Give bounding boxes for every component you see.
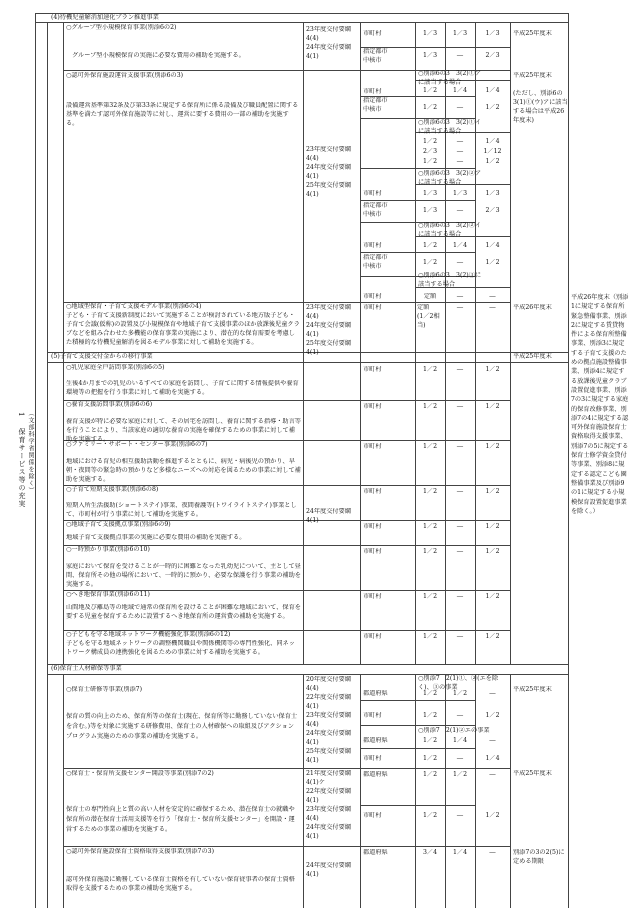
rate-cell: 1／2 [485, 104, 500, 111]
rate-cell: 1／2 [485, 523, 500, 530]
item-period: 平成25年度末 [513, 770, 552, 777]
item-title: ○グループ型小規模保育事業(別添6の2) [66, 24, 177, 31]
rate-cell: 1／2 [422, 158, 438, 165]
rate-cell: 1／12 [483, 148, 502, 155]
rate-cell: 1／4 [485, 755, 500, 762]
item-period: 平成25年度末 [513, 353, 552, 360]
entity: 市町村 [363, 755, 382, 762]
rate-cell: 1／2 [422, 443, 438, 450]
rule [415, 674, 416, 908]
rate-cell: ― [456, 403, 464, 410]
rate-cell: ― [456, 304, 464, 311]
entity: 指定都市 中核市 [363, 48, 388, 64]
item-description: 養育支援が特に必要な家庭に対して、その居宅を訪問し、養育に関する指導・助言等を行うことにより、当該家庭の適切な養育の実施を確保するための事業に対して補助を実施する。 [66, 418, 301, 443]
rate-cell: 1／2 [485, 548, 500, 555]
rate-cell: ― [456, 207, 464, 214]
item-description: 子ども・子育て支援新制度において実施することが検討されている地方版子ども・子育て会議(仮称)の設置及び小規模保育や地域子育て支援事業のほか放課後児童クラブなどを組み合わせた多機能の保育事業の実施により、潜在的な保育需要を考慮した積極的な待機児童解消を図るモデル事業に対して補助を実施する。 [66, 312, 300, 346]
rate-cell: 1／2 [422, 523, 438, 530]
item-basis: 24年度交付要綱4(1) [306, 508, 351, 524]
rate-cell: 1／2 [422, 812, 438, 819]
rate-cell: ― [456, 148, 464, 155]
rate-cell: 1／2 [422, 690, 438, 697]
rate-cell: 1／2 [422, 87, 438, 94]
rate-cell: 1／4 [485, 87, 500, 94]
item-title: ○へき地保育事業(別添6の11) [66, 591, 150, 598]
item-description: 認可外保育施設に勤務している保育士資格を有していない保育従事者の保育士資格取得を支援するための事業の補助を実施する。 [66, 876, 295, 892]
entity: 市町村 [363, 633, 382, 640]
item-title: ○ファミリー・サポート・センター事業(別添6の7) [66, 441, 208, 448]
rate-cell: 1／2 [422, 548, 438, 555]
rule [360, 252, 475, 253]
rule [63, 362, 64, 664]
rate-cell: 1／2 [485, 712, 500, 719]
entity: 都道府県 [363, 771, 388, 778]
entity: 市町村 [363, 712, 382, 719]
rate-cell: 1／2 [422, 366, 438, 373]
rate-cell: 1／2 [422, 712, 438, 719]
category-note: （文部科学省関係を除く） [27, 410, 34, 494]
item-basis: 24年度交付要綱4(1) [306, 862, 351, 878]
item-description: 地域における育児の相互援助活動を推進するとともに、病児・病後児の預かり、早朝・夜間等の緊急時の預かりなど多様なニーズへの対応を図るための事業に対して補助を実施する。 [66, 458, 301, 483]
rate-cell: ― [489, 737, 496, 744]
period-note: 平成26年度末（別添1に規定する保育所緊急整備事業、別添2に規定する賃貸物件による保育所整備事業、別添3に規定する子育て支援のための拠点施設整備事業、別添4に規定する放課後児童クラブ設置促進事業、別添7の3に規定する家庭的保育改修事業、別添7の4に規定する認可外保育施設保育士資格取得支援事業、別添7の5に規定する保育士修学資金貸付等事業、別添8に規定する認定こども園整備事業及び別添9の1に規定する小規模保育設置促進事業を除く。） [571, 294, 629, 515]
entity: 市町村 [363, 523, 382, 530]
section-title: (5)子育て支援交付金からの移行事業 [51, 353, 153, 360]
entity: 都道府県 [363, 690, 388, 697]
rate-cell: ― [489, 849, 496, 856]
rate-cell: ― [456, 259, 464, 266]
rate-cell: ― [456, 712, 464, 719]
item-description: 短期入所生活援助(ショートステイ)事業、夜間養護等(トワイライトステイ)事業として、市町村が行う事業に対して補助を実施する。 [66, 502, 297, 518]
rule [63, 846, 510, 847]
item-title: ○子育て短期支援事業(別添6の8) [66, 486, 159, 493]
rate-cell: 1／2 [485, 593, 500, 600]
item-title: ○認可外保育施設保育士資格取得支援事業(別添7の3) [66, 848, 215, 855]
rate-cell: 1／3 [422, 190, 438, 197]
rate-cell: 1／3 [485, 30, 500, 37]
item-period: 平成26年度末 [513, 304, 552, 311]
rule [360, 22, 361, 362]
item-period: 平成25年度末 [513, 686, 552, 693]
rate-cell: 1／2 [422, 242, 438, 249]
rule [360, 168, 475, 169]
rate-cell: ― [456, 293, 464, 300]
rate-cell: 1／2 [422, 755, 438, 762]
rate-cell: ― [456, 593, 464, 600]
item-title: ○地域子育て支援拠点事業(別添6の9) [66, 521, 171, 528]
section-title: (4)待機児童解消加速化プラン推進事業 [51, 14, 159, 21]
entity: 指定都市 中核市 [363, 97, 388, 113]
case-label: ○別添6の3 3(2)②ア に該当する場合 [418, 170, 482, 186]
entity: 市町村 [363, 293, 382, 300]
rate-cell: 2／3 [485, 207, 500, 214]
rate-cell: 1／2 [485, 633, 500, 640]
rule [303, 22, 304, 362]
rate-cell: ― [456, 548, 464, 555]
rate-cell: 1／2 [422, 403, 438, 410]
rate-cell: 1／2 [485, 259, 500, 266]
item-period: 平成25年度末 [513, 30, 552, 37]
rule [47, 22, 48, 908]
rate-cell: 2／3 [485, 52, 500, 59]
item-description: 家庭において保育を受けることが一時的に困難となった乳幼児について、主として昼間、保育所その他の場所において、一時的に預かり、必要な保護を行う事業の補助を実施する。 [66, 563, 301, 588]
section-title: (6)保育士人材確保等事業 [51, 665, 122, 672]
rule [568, 13, 569, 908]
rate-cell: ― [456, 488, 464, 495]
entity: 指定都市 中核市 [363, 202, 388, 218]
category-number: 1 [17, 412, 25, 418]
item-title: ○保育士研修等事業(別添7) [66, 686, 143, 693]
entity: 市町村 [363, 30, 382, 37]
rule [303, 362, 304, 664]
rule [360, 805, 475, 806]
rate-cell: ― [456, 812, 464, 819]
item-title: ○養育支援訪問事業(別添6の6) [66, 401, 153, 408]
entity: 市町村 [363, 812, 382, 819]
rate-cell: 1／2 [422, 771, 438, 778]
item-basis: 20年度交付要綱4(4) 22年度交付要綱4(1) 23年度交付要綱4(4) 24年度交付要綱4(1) 25年度交付要綱4(1) [306, 676, 351, 764]
rate-cell: 1／3 [422, 52, 438, 59]
rate-cell: ― [456, 138, 464, 145]
rate-cell: 1／4 [452, 242, 468, 249]
rule [510, 674, 511, 908]
rate-cell: ― [489, 293, 496, 300]
rule [475, 674, 476, 908]
rate-cell: 1／4 [485, 138, 500, 145]
item-description: 生後4か月までの乳児のいるすべての家庭を訪問し、子育てに関する情報提供や養育環境等の把握を行う事業に対して補助を実施する。 [66, 380, 299, 396]
item-description: 設備運営基準第32条及び第33条に規定する保育所に係る設備及び職員配置に関する基準を満たす認可外保育施設等に対し、運営に要する費用の一部の補助を実施する。 [66, 102, 299, 127]
rate-cell: 1／4 [452, 849, 468, 856]
rate-cell: 1／2 [452, 771, 468, 778]
rule [63, 22, 64, 362]
rate-cell: 1／2 [485, 488, 500, 495]
entity: 市町村 [363, 548, 382, 555]
case-label: ○別添6の3 3(2)②イ に該当する場合 [418, 222, 482, 238]
case-label: ○別添6の3 3(2)①ア に該当する場合 [418, 70, 482, 86]
rule [510, 22, 511, 362]
rule [47, 362, 568, 363]
rate-cell: ― [456, 523, 464, 530]
item-description: 保育士の専門性向上と質の高い人材を安定的に確保するため、潜在保育士の就職や保育所の潜在保育士活用支援等を行う「保育士・保育所支援センター」を開設・運営するための事業の補助を実施する。 [66, 806, 295, 833]
rule [63, 768, 510, 769]
entity: 都道府県 [363, 737, 388, 744]
item-title: ○保育士・保育所支援センター開設等事業(別添7の2) [66, 770, 214, 777]
rate-cell: 1／2 [422, 488, 438, 495]
rate-cell: ― [456, 443, 464, 450]
item-description: 山間地及び離島等の地域で通常の保育所を設けることが困難な地域において、保育を要する児童を保育するために設置するへき地保育所の運営費の補助を実施する。 [66, 604, 301, 620]
rule [360, 200, 475, 201]
rate-cell: 2／3 [422, 148, 438, 155]
rate-cell: 1／3 [422, 207, 438, 214]
rate-cell: ― [456, 52, 464, 59]
entity: 市町村 [363, 304, 382, 311]
item-title: ○子どもを守る地域ネットワーク機能強化事業(別添6の12) [66, 631, 231, 638]
entity: 都道府県 [363, 849, 388, 856]
case-label: ○別添6の3 3(2)①イ に該当する場合 [418, 119, 482, 135]
item-description: 地域子育て支援拠点事業の実施に必要な費用の補助を実施する。 [66, 534, 246, 541]
rate-cell: 1／2 [485, 403, 500, 410]
rate-cell: ― [456, 366, 464, 373]
rule [360, 748, 475, 749]
entity: 市町村 [363, 88, 382, 95]
rate-cell: 1／2 [452, 690, 468, 697]
rate-cell: 1／4 [452, 737, 468, 744]
rule [360, 725, 475, 726]
rate-cell: 1／4 [452, 87, 468, 94]
item-basis: 21年度交付要綱4(1)ケ 22年度交付要綱4(1) 23年度交付要綱4(4) 24年度交付要綱4(1) [306, 770, 351, 840]
rate-cell: ― [489, 771, 496, 778]
rate-cell: 1／2 [422, 259, 438, 266]
rate-cell: 3／4 [422, 849, 438, 856]
rule [35, 13, 36, 908]
rate-cell: 1／2 [422, 104, 438, 111]
rate-cell: 1／2 [485, 443, 500, 450]
entity: 市町村 [363, 593, 382, 600]
case-label: ○別添7 2(1)①、②(エを除く)、③の事業 [418, 675, 499, 691]
rate-cell: ― [456, 158, 464, 165]
rate-cell: 定額 (1／2相当) [417, 304, 440, 329]
item-title: ○地域型保育・子育て支援モデル事業(別添6の4) [66, 303, 202, 310]
rule [445, 674, 446, 908]
rate-cell: 1／2 [485, 366, 500, 373]
rate-cell: ― [456, 755, 464, 762]
case-label: ○別添7 2(1)②エの事業 [418, 727, 490, 734]
category-label: 保育サービス等の充実 [18, 428, 26, 508]
rate-cell: ― [456, 633, 464, 640]
entity: 市町村 [363, 366, 382, 373]
entity: 市町村 [363, 488, 382, 495]
rule [360, 674, 361, 908]
rule [63, 674, 64, 908]
rate-cell: 1／3 [485, 190, 500, 197]
rule [360, 700, 475, 701]
item-title: ○認可外保育施設運営支援事業(別添6の3) [66, 72, 184, 79]
item-description: グループ型小規模保育の実施に必要な費用の補助を実施する。 [72, 52, 245, 59]
entity: 市町村 [363, 190, 382, 197]
rate-cell: 1／3 [452, 190, 468, 197]
item-basis: 23年度交付要綱4(4) 24年度交付要綱4(1) 25年度交付要綱4(1) [306, 304, 351, 356]
rate-cell: 1／2 [422, 138, 438, 145]
rate-cell: 1／4 [485, 242, 500, 249]
item-basis: 23年度交付要綱4(4) 24年度交付要綱4(1) 25年度交付要綱4(1) [306, 146, 351, 198]
rate-cell: 1／2 [485, 158, 500, 165]
item-period: 平成25年度末 (ただし、別添6の3(1)①(ウ)アに該当する場合は平成26年度末) [513, 72, 568, 124]
rule [510, 362, 511, 664]
case-label: ○別添6の3 3(2)③に 該当する場合 [418, 272, 482, 288]
rate-cell: 1／2 [422, 633, 438, 640]
rate-cell: 1／2 [485, 812, 500, 819]
rate-cell: ― [489, 690, 496, 697]
entity: 市町村 [363, 242, 382, 249]
rate-cell: 1／3 [422, 30, 438, 37]
rate-cell: ― [456, 104, 464, 111]
entity: 市町村 [363, 443, 382, 450]
item-period: 別添7の3の2(5)に定める期限 [513, 849, 565, 865]
item-description: 保育の質の向上のため、保育所等の保育士(現在、保育所等に勤務していない保育士を含む。)等を対象に実施する研修費用、保育士の人材確保への取組及びアクションプログラム実施のための事業の補助を実施する。 [66, 713, 298, 740]
item-basis: 23年度交付要綱4(4) 24年度交付要綱4(1) [306, 26, 351, 60]
item-title: ○一時預かり事業(別添6の10) [66, 546, 150, 553]
item-description: 子どもを守る地域ネットワークの調整機関職員や関係機関等の専門性強化、同ネットワーク構成員の連携強化を図るための事業に対する補助を実施する。 [66, 640, 295, 656]
rate-cell: 1／2 [422, 593, 438, 600]
item-title: ○乳児家庭全戸訪問事業(別添6の5) [66, 364, 165, 371]
rule [303, 674, 304, 908]
entity: 指定都市 中核市 [363, 254, 388, 270]
rate-cell: 定額 [423, 293, 437, 300]
rate-cell: 1／2 [422, 737, 438, 744]
entity: 市町村 [363, 403, 382, 410]
rate-cell: ― [489, 304, 496, 311]
rule [360, 362, 361, 664]
rate-cell: 1／3 [452, 30, 468, 37]
